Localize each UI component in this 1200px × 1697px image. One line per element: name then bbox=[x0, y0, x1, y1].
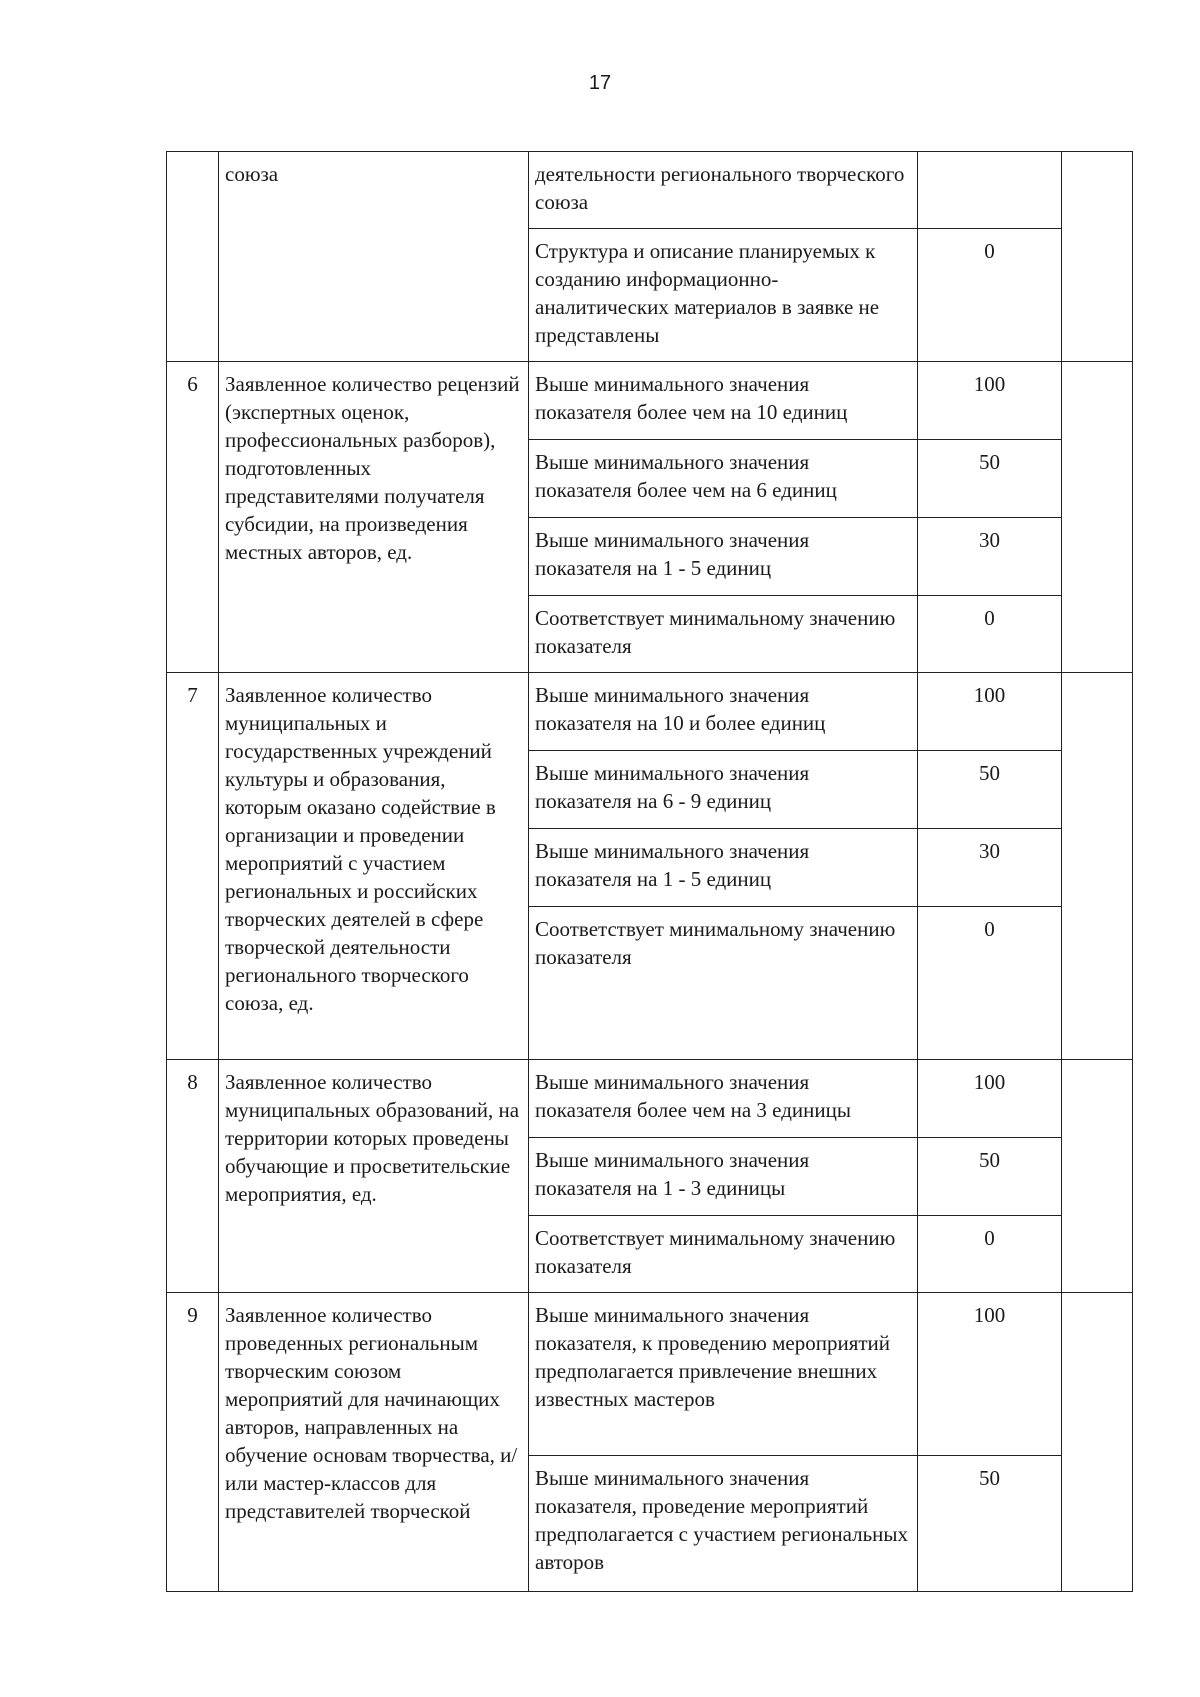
criterion-score: 0 bbox=[918, 1216, 1062, 1293]
criterion-condition: Выше минимального значения показателя более чем на 10 единиц bbox=[529, 362, 918, 440]
criterion-number bbox=[167, 152, 219, 362]
criterion-score: 50 bbox=[918, 440, 1062, 518]
criterion-score: 100 bbox=[918, 673, 1062, 751]
criterion-extra-cell bbox=[1062, 362, 1133, 673]
criterion-condition: деятельности регионального творческого союза bbox=[529, 152, 918, 229]
criterion-condition: Выше минимального значения показателя на 10 и более единиц bbox=[529, 673, 918, 751]
criterion-condition: Выше минимального значения показателя на 1 - 5 единиц bbox=[529, 829, 918, 907]
criterion-score: 0 bbox=[918, 596, 1062, 673]
criterion-condition: Выше минимального значения показателя более чем на 6 единиц bbox=[529, 440, 918, 518]
table-row bbox=[167, 1060, 1133, 1138]
criterion-name: Заявленное количество муниципальных образований, на территории которых проведены обучающие и просветительские мероприятия, ед. bbox=[219, 1060, 529, 1293]
criteria-table-body bbox=[167, 152, 1133, 1592]
criterion-condition: Соответствует минимальному значению показателя bbox=[529, 596, 918, 673]
criterion-extra-cell bbox=[1062, 152, 1133, 362]
criterion-condition: Выше минимального значения показателя на 1 - 5 единиц bbox=[529, 518, 918, 596]
criterion-condition: Выше минимального значения показателя на 1 - 3 единицы bbox=[529, 1138, 918, 1216]
criterion-score: 50 bbox=[918, 751, 1062, 829]
criterion-condition: Структура и описание планируемых к созданию информационно-аналитических материалов в заявке не представлены bbox=[529, 229, 918, 362]
criterion-extra-cell bbox=[1062, 673, 1133, 1060]
criterion-condition: Выше минимального значения показателя более чем на 3 единицы bbox=[529, 1060, 918, 1138]
criterion-name: союза bbox=[219, 152, 529, 362]
criterion-number: 9 bbox=[167, 1293, 219, 1592]
criterion-score: 100 bbox=[918, 1293, 1062, 1456]
criterion-score: 100 bbox=[918, 362, 1062, 440]
table-row bbox=[167, 673, 1133, 751]
criterion-name: Заявленное количество муниципальных и государственных учреждений культуры и образования, которым оказано содействие в организации и проведении мероприятий с участием региональных и российских творческих деятелей в сфере творческой деятельности регионального творческого союза, ед. bbox=[219, 673, 529, 1060]
criterion-extra-cell bbox=[1062, 1060, 1133, 1293]
criterion-name: Заявленное количество проведенных региональным творческим союзом мероприятий для начинающих авторов, направленных на обучение основам творчества, и/или мастер-классов для представителей творческой bbox=[219, 1293, 529, 1592]
table-row bbox=[167, 1293, 1133, 1456]
criterion-score: 0 bbox=[918, 229, 1062, 362]
criterion-condition: Выше минимального значения показателя, проведение мероприятий предполагается с участием региональных авторов bbox=[529, 1456, 918, 1592]
criterion-score: 30 bbox=[918, 829, 1062, 907]
criterion-number: 6 bbox=[167, 362, 219, 673]
criterion-condition: Соответствует минимальному значению показателя bbox=[529, 907, 918, 1060]
criterion-score: 0 bbox=[918, 907, 1062, 1060]
criterion-name: Заявленное количество рецензий (экспертных оценок, профессиональных разборов), подготовленных представителями получателя субсидии, на произведения местных авторов, ед. bbox=[219, 362, 529, 673]
criterion-score: 100 bbox=[918, 1060, 1062, 1138]
criterion-condition: Соответствует минимальному значению показателя bbox=[529, 1216, 918, 1293]
criterion-condition: Выше минимального значения показателя на 6 - 9 единиц bbox=[529, 751, 918, 829]
table-row bbox=[167, 362, 1133, 440]
criterion-score: 30 bbox=[918, 518, 1062, 596]
criteria-table bbox=[166, 151, 1133, 1592]
criterion-score: 50 bbox=[918, 1138, 1062, 1216]
criterion-number: 7 bbox=[167, 673, 219, 1060]
page-number: 17 bbox=[588, 72, 612, 94]
criterion-score bbox=[918, 152, 1062, 229]
table-row bbox=[167, 152, 1133, 229]
criterion-number: 8 bbox=[167, 1060, 219, 1293]
criterion-score: 50 bbox=[918, 1456, 1062, 1592]
criterion-extra-cell bbox=[1062, 1293, 1133, 1592]
criterion-condition: Выше минимального значения показателя, к проведению мероприятий предполагается привлечение внешних известных мастеров bbox=[529, 1293, 918, 1456]
